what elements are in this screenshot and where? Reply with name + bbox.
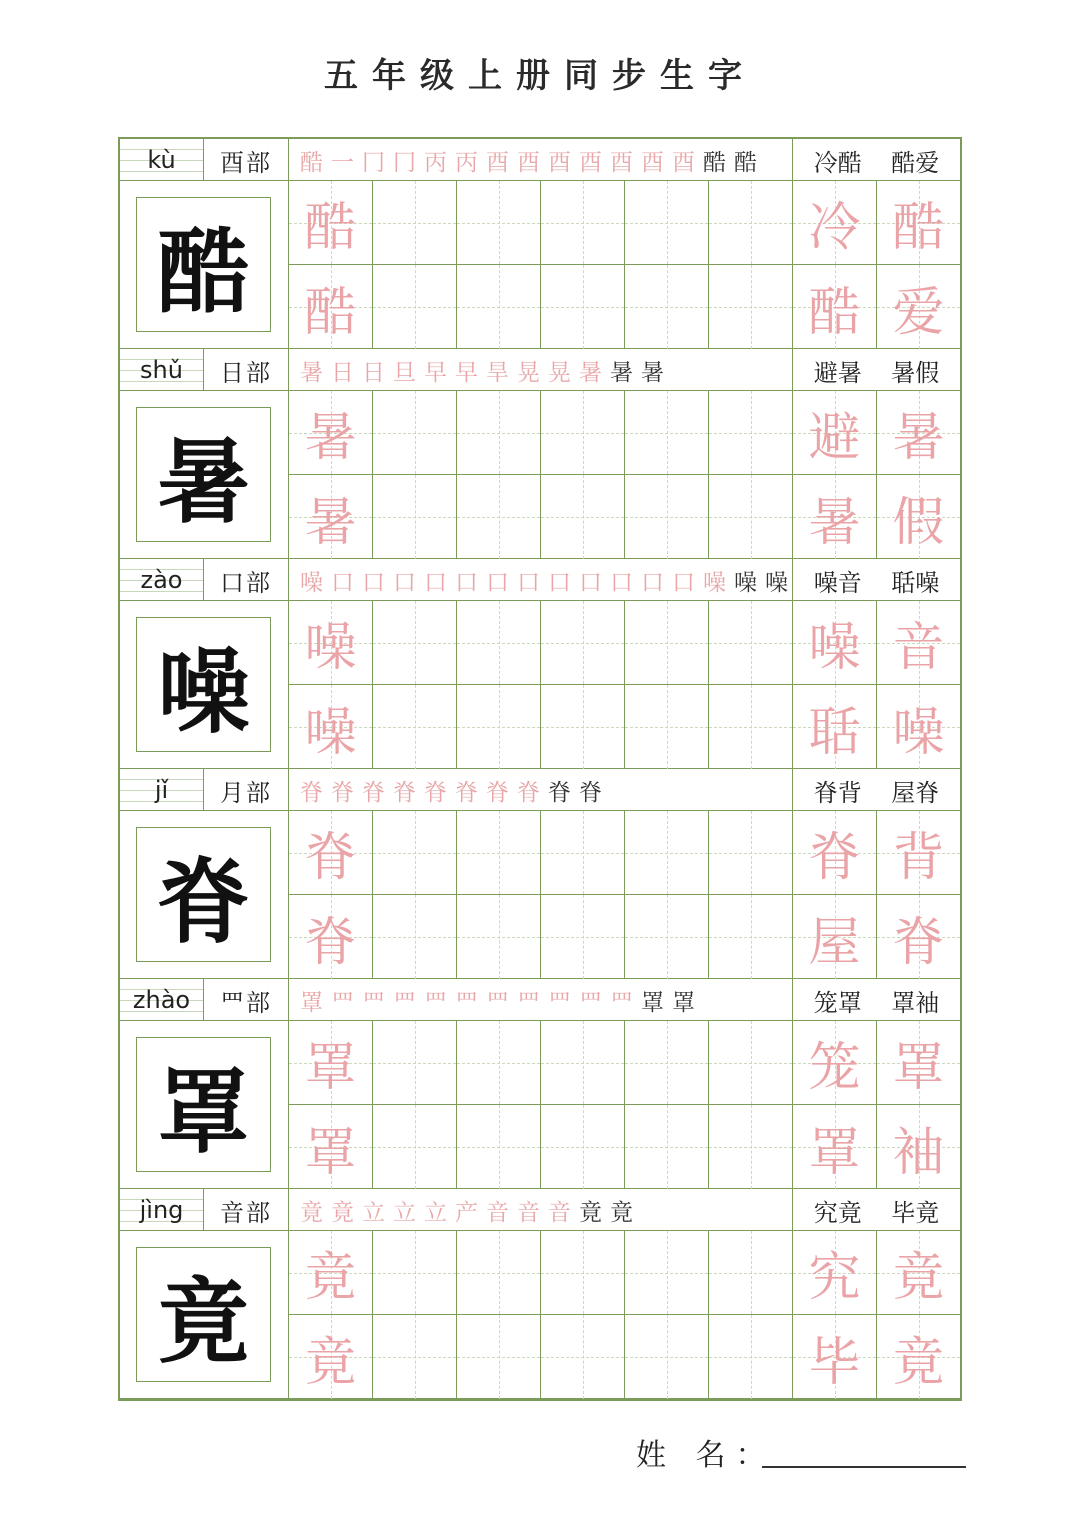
example-word: 笼罩: [813, 988, 862, 1017]
blank-practice-cell[interactable]: [373, 1231, 457, 1315]
stroke-step: 口: [393, 569, 416, 596]
example-words: [793, 349, 960, 391]
trace-char: 噪: [304, 618, 357, 678]
stroke-step: 罒: [579, 989, 602, 1016]
tian-grid: [289, 1021, 960, 1189]
word-trace-char: 假: [892, 492, 945, 553]
stroke-step: 口: [455, 569, 478, 596]
char-header-row: [120, 979, 960, 1021]
char-practice-area: [120, 1021, 960, 1189]
tian-grid: [289, 1231, 960, 1399]
char-block: [120, 769, 960, 980]
stroke-step: 口: [641, 569, 664, 596]
char-header-row: [120, 559, 960, 601]
word-trace-char: 酷: [808, 282, 861, 343]
char-practice-area: [120, 811, 960, 979]
blank-practice-cell[interactable]: [541, 1231, 625, 1315]
example-word: 暑假: [891, 358, 940, 387]
word-trace-cell: [793, 895, 877, 979]
word-trace-cell: [877, 181, 960, 265]
model-char: 暑: [136, 407, 271, 542]
stroke-step: 脊: [393, 779, 416, 806]
pinyin: kù: [120, 139, 204, 181]
stroke-step: 酉: [641, 149, 664, 176]
example-words: [793, 559, 960, 601]
stroke-step: 罩: [300, 989, 323, 1016]
stroke-step: 暑: [300, 359, 323, 386]
blank-practice-cell[interactable]: [541, 811, 625, 895]
stroke-step: 酉: [486, 149, 509, 176]
blank-practice-cell[interactable]: [541, 685, 625, 769]
word-trace-char: 竟: [892, 1332, 945, 1393]
blank-practice-cell[interactable]: [541, 601, 625, 685]
word-trace-char: 袖: [892, 1122, 945, 1183]
stroke-step: 酷: [300, 149, 323, 176]
radical: 罒部: [204, 979, 289, 1021]
trace-char: 暑: [304, 492, 357, 553]
blank-practice-cell[interactable]: [457, 685, 541, 769]
stroke-step: 口: [548, 569, 571, 596]
word-trace-cell: [793, 1315, 877, 1399]
stroke-step: 竟: [331, 1199, 354, 1226]
stroke-step: 脊: [424, 779, 447, 806]
radical: 月部: [204, 769, 289, 811]
char-practice-area: [120, 601, 960, 769]
tian-grid: [289, 811, 960, 979]
stroke-step: 脊: [300, 779, 323, 806]
stroke-step: 产: [455, 1199, 478, 1226]
stroke-step: 口: [486, 569, 509, 596]
stroke-step: 旦: [393, 359, 416, 386]
stroke-step: 噪: [300, 569, 323, 596]
word-trace-cell: [793, 475, 877, 559]
word-trace-cell: [877, 265, 960, 349]
example-word: 酷爱: [891, 148, 940, 177]
stroke-step: 晃: [548, 359, 571, 386]
trace-char-cell: [289, 391, 373, 475]
word-trace-char: 背: [892, 828, 945, 888]
blank-practice-cell[interactable]: [457, 1231, 541, 1315]
stroke-step: 竟: [300, 1199, 323, 1226]
blank-practice-cell[interactable]: [709, 265, 793, 349]
blank-practice-cell[interactable]: [457, 391, 541, 475]
trace-char: 竟: [304, 1248, 357, 1308]
stroke-step: 立: [424, 1199, 447, 1226]
stroke-step: 酷: [703, 149, 726, 176]
char-header-row: [120, 139, 960, 181]
stroke-step: 冂: [362, 149, 385, 176]
model-char-cell: [120, 1231, 289, 1399]
char-practice-area: [120, 391, 960, 559]
stroke-step: 噪: [703, 569, 726, 596]
stroke-step: 罒: [362, 989, 385, 1016]
word-trace-char: 笼: [808, 1038, 861, 1098]
stroke-step: 日: [362, 359, 385, 386]
blank-practice-cell[interactable]: [709, 1105, 793, 1189]
char-header-row: [120, 769, 960, 811]
word-trace-cell: [877, 1021, 960, 1105]
word-trace-cell: [793, 1021, 877, 1105]
stroke-step: 酷: [734, 149, 757, 176]
blank-practice-cell[interactable]: [541, 475, 625, 559]
stroke-step: 口: [331, 569, 354, 596]
model-char-cell: [120, 181, 289, 349]
blank-practice-cell[interactable]: [709, 181, 793, 265]
blank-practice-cell[interactable]: [373, 1021, 457, 1105]
stroke-step: 丙: [455, 149, 478, 176]
char-header-row: [120, 349, 960, 391]
trace-char: 暑: [304, 408, 357, 468]
blank-practice-cell[interactable]: [709, 1021, 793, 1105]
word-trace-char: 避: [808, 408, 861, 468]
blank-practice-cell[interactable]: [541, 265, 625, 349]
blank-practice-cell[interactable]: [457, 601, 541, 685]
word-trace-char: 噪: [808, 618, 861, 678]
blank-practice-cell[interactable]: [373, 601, 457, 685]
stroke-step: 罒: [486, 989, 509, 1016]
char-header-row: [120, 1189, 960, 1231]
trace-char-cell: [289, 265, 373, 349]
blank-practice-cell[interactable]: [709, 1315, 793, 1399]
word-trace-cell: [793, 601, 877, 685]
blank-practice-cell[interactable]: [373, 181, 457, 265]
example-words: [793, 139, 960, 181]
blank-practice-cell[interactable]: [457, 181, 541, 265]
blank-practice-cell[interactable]: [457, 1021, 541, 1105]
stroke-step: 音: [548, 1199, 571, 1226]
stroke-step: 口: [579, 569, 602, 596]
blank-practice-cell[interactable]: [625, 811, 709, 895]
word-trace-cell: [793, 1231, 877, 1315]
stroke-order: [289, 979, 793, 1021]
example-words: [793, 979, 960, 1021]
name-blank-line[interactable]: [762, 1466, 966, 1468]
model-char: 噪: [136, 617, 271, 752]
trace-char-cell: [289, 1315, 373, 1399]
stroke-step: 脊: [548, 779, 571, 806]
pinyin: zhào: [120, 979, 204, 1021]
stroke-step: 罒: [517, 989, 540, 1016]
blank-practice-cell[interactable]: [625, 181, 709, 265]
stroke-step: 酉: [579, 149, 602, 176]
trace-char-cell: [289, 1021, 373, 1105]
word-trace-char: 爱: [892, 282, 945, 343]
trace-char: 酷: [304, 282, 357, 343]
word-trace-char: 音: [892, 618, 945, 678]
blank-practice-cell[interactable]: [457, 1315, 541, 1399]
tian-grid: [289, 391, 960, 559]
name-label: 姓 名：: [636, 1438, 776, 1473]
word-trace-cell: [877, 811, 960, 895]
trace-char-cell: [289, 1231, 373, 1315]
blank-practice-cell[interactable]: [625, 601, 709, 685]
stroke-step: 罒: [610, 989, 633, 1016]
char-block: [120, 349, 960, 560]
stroke-order: [289, 769, 793, 811]
stroke-step: 罩: [641, 989, 664, 1016]
page-title: 五年级上册同步生字: [324, 56, 756, 96]
stroke-step: 酉: [517, 149, 540, 176]
blank-practice-cell[interactable]: [709, 895, 793, 979]
word-trace-cell: [793, 265, 877, 349]
tian-grid: [289, 601, 960, 769]
stroke-step: 脊: [579, 779, 602, 806]
blank-practice-cell[interactable]: [709, 391, 793, 475]
trace-char: 罩: [304, 1122, 357, 1183]
word-trace-cell: [793, 685, 877, 769]
stroke-step: 口: [362, 569, 385, 596]
blank-practice-cell[interactable]: [625, 1315, 709, 1399]
model-char-cell: [120, 811, 289, 979]
example-word: 罩袖: [891, 988, 940, 1017]
blank-practice-cell[interactable]: [625, 391, 709, 475]
example-word: 冷酷: [813, 148, 862, 177]
blank-practice-cell[interactable]: [541, 1315, 625, 1399]
stroke-step: 口: [610, 569, 633, 596]
example-words: [793, 1189, 960, 1231]
stroke-step: 罒: [424, 989, 447, 1016]
trace-char-cell: [289, 1105, 373, 1189]
model-char-cell: [120, 391, 289, 559]
word-trace-char: 暑: [892, 408, 945, 468]
stroke-order: [289, 139, 793, 181]
model-char: 酷: [136, 197, 271, 332]
char-block: [120, 979, 960, 1190]
blank-practice-cell[interactable]: [709, 1231, 793, 1315]
char-block: [120, 559, 960, 770]
stroke-step: 噪: [734, 569, 757, 596]
stroke-step: 冂: [393, 149, 416, 176]
stroke-order: [289, 559, 793, 601]
practice-sheet: [118, 137, 962, 1401]
blank-practice-cell[interactable]: [625, 265, 709, 349]
stroke-step: 音: [486, 1199, 509, 1226]
trace-char: 脊: [304, 828, 357, 888]
trace-char-cell: [289, 685, 373, 769]
stroke-step: 丙: [424, 149, 447, 176]
blank-practice-cell[interactable]: [709, 811, 793, 895]
radical: 日部: [204, 349, 289, 391]
blank-practice-cell[interactable]: [541, 181, 625, 265]
blank-practice-cell[interactable]: [373, 475, 457, 559]
radical: 音部: [204, 1189, 289, 1231]
example-word: 脊背: [813, 778, 862, 807]
blank-practice-cell[interactable]: [457, 1105, 541, 1189]
stroke-step: 罒: [393, 989, 416, 1016]
word-trace-cell: [877, 1105, 960, 1189]
stroke-step: 罩: [672, 989, 695, 1016]
stroke-step: 噪: [765, 569, 788, 596]
word-trace-char: 脊: [892, 912, 945, 973]
stroke-step: 日: [331, 359, 354, 386]
stroke-step: 口: [517, 569, 540, 596]
stroke-step: 暑: [610, 359, 633, 386]
char-block: [120, 139, 960, 350]
example-word: 屋脊: [891, 778, 940, 807]
stroke-step: 酉: [672, 149, 695, 176]
blank-practice-cell[interactable]: [457, 811, 541, 895]
stroke-step: 立: [362, 1199, 385, 1226]
stroke-step: 音: [517, 1199, 540, 1226]
stroke-order: [289, 349, 793, 391]
stroke-order: [289, 1189, 793, 1231]
blank-practice-cell[interactable]: [457, 265, 541, 349]
trace-char: 脊: [304, 912, 357, 973]
blank-practice-cell[interactable]: [373, 811, 457, 895]
blank-practice-cell[interactable]: [625, 475, 709, 559]
word-trace-cell: [793, 811, 877, 895]
char-block: [120, 1189, 960, 1400]
word-trace-cell: [793, 1105, 877, 1189]
model-char: 罩: [136, 1037, 271, 1172]
word-trace-char: 聒: [808, 702, 861, 763]
stroke-step: 暑: [579, 359, 602, 386]
stroke-step: 竟: [579, 1199, 602, 1226]
word-trace-cell: [877, 475, 960, 559]
stroke-step: 一: [331, 149, 354, 176]
word-trace-cell: [793, 391, 877, 475]
example-word: 避暑: [813, 358, 862, 387]
blank-practice-cell[interactable]: [373, 391, 457, 475]
word-trace-char: 罩: [892, 1038, 945, 1098]
trace-char: 罩: [304, 1038, 357, 1098]
model-char-cell: [120, 601, 289, 769]
blank-practice-cell[interactable]: [541, 1105, 625, 1189]
stroke-step: 脊: [362, 779, 385, 806]
trace-char-cell: [289, 181, 373, 265]
stroke-step: 罒: [548, 989, 571, 1016]
blank-practice-cell[interactable]: [457, 895, 541, 979]
stroke-step: 脊: [455, 779, 478, 806]
blank-practice-cell[interactable]: [541, 391, 625, 475]
blank-practice-cell[interactable]: [625, 1231, 709, 1315]
word-trace-char: 屋: [808, 912, 861, 973]
stroke-step: 早: [455, 359, 478, 386]
word-trace-cell: [793, 181, 877, 265]
blank-practice-cell[interactable]: [709, 601, 793, 685]
word-trace-char: 毕: [808, 1332, 861, 1393]
trace-char: 噪: [304, 702, 357, 763]
stroke-step: 罒: [455, 989, 478, 1016]
stroke-step: 脊: [331, 779, 354, 806]
stroke-step: 脊: [486, 779, 509, 806]
blank-practice-cell[interactable]: [373, 1105, 457, 1189]
blank-practice-cell[interactable]: [373, 895, 457, 979]
char-practice-area: [120, 1231, 960, 1399]
trace-char: 竟: [304, 1332, 357, 1393]
word-trace-char: 酷: [892, 198, 945, 258]
example-words: [793, 769, 960, 811]
stroke-step: 立: [393, 1199, 416, 1226]
stroke-step: 酉: [610, 149, 633, 176]
word-trace-char: 噪: [892, 702, 945, 763]
radical: 酉部: [204, 139, 289, 181]
stroke-step: 晃: [517, 359, 540, 386]
blank-practice-cell[interactable]: [541, 1021, 625, 1105]
stroke-step: 口: [672, 569, 695, 596]
tian-grid: [289, 181, 960, 349]
radical: 口部: [204, 559, 289, 601]
model-char: 竟: [136, 1247, 271, 1382]
pinyin: zào: [120, 559, 204, 601]
stroke-step: 暑: [641, 359, 664, 386]
char-practice-area: [120, 181, 960, 349]
blank-practice-cell[interactable]: [709, 685, 793, 769]
blank-practice-cell[interactable]: [457, 475, 541, 559]
word-trace-cell: [877, 391, 960, 475]
word-trace-cell: [877, 895, 960, 979]
stroke-step: 竟: [610, 1199, 633, 1226]
trace-char-cell: [289, 601, 373, 685]
example-word: 毕竟: [891, 1198, 940, 1227]
blank-practice-cell[interactable]: [373, 1315, 457, 1399]
word-trace-cell: [877, 1231, 960, 1315]
example-word: 噪音: [813, 568, 862, 597]
blank-practice-cell[interactable]: [625, 1021, 709, 1105]
blank-practice-cell[interactable]: [625, 685, 709, 769]
blank-practice-cell[interactable]: [373, 265, 457, 349]
word-trace-char: 究: [808, 1248, 861, 1308]
trace-char: 酷: [304, 198, 357, 258]
word-trace-char: 暑: [808, 492, 861, 553]
trace-char-cell: [289, 811, 373, 895]
word-trace-cell: [877, 685, 960, 769]
word-trace-char: 脊: [808, 828, 861, 888]
stroke-step: 罒: [331, 989, 354, 1016]
example-word: 究竟: [813, 1198, 862, 1227]
stroke-step: 早: [424, 359, 447, 386]
blank-practice-cell[interactable]: [373, 685, 457, 769]
stroke-step: 旱: [486, 359, 509, 386]
stroke-step: 酉: [548, 149, 571, 176]
trace-char-cell: [289, 475, 373, 559]
example-word: 聒噪: [891, 568, 940, 597]
stroke-step: 口: [424, 569, 447, 596]
word-trace-cell: [877, 1315, 960, 1399]
trace-char-cell: [289, 895, 373, 979]
blank-practice-cell[interactable]: [709, 475, 793, 559]
blank-practice-cell[interactable]: [625, 895, 709, 979]
blank-practice-cell[interactable]: [625, 1105, 709, 1189]
pinyin: jìng: [120, 1189, 204, 1231]
model-char-cell: [120, 1021, 289, 1189]
pinyin: shǔ: [120, 349, 204, 391]
stroke-step: 脊: [517, 779, 540, 806]
word-trace-cell: [877, 601, 960, 685]
model-char: 脊: [136, 827, 271, 962]
word-trace-char: 竟: [892, 1248, 945, 1308]
pinyin: jǐ: [120, 769, 204, 811]
word-trace-char: 冷: [808, 198, 861, 258]
word-trace-char: 罩: [808, 1122, 861, 1183]
blank-practice-cell[interactable]: [541, 895, 625, 979]
